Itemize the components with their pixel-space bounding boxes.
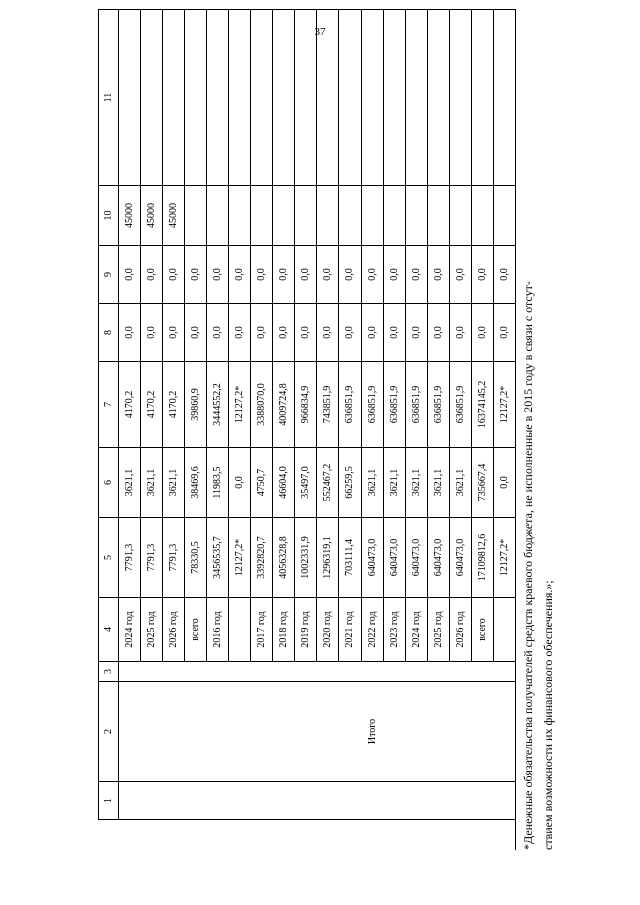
cell-c10 <box>207 186 229 246</box>
cell-year: 2018 год <box>273 598 295 662</box>
footnote-line-1: *Денежные обязательства получателей средств краевого бюджета, не исполненные в 2015 году в связи с отсут- <box>521 281 535 850</box>
cell-c8: 0,0 <box>471 304 493 362</box>
col-header-5: 5 <box>99 518 119 598</box>
cell-c8: 0,0 <box>427 304 449 362</box>
cell-c8: 0,0 <box>163 304 185 362</box>
cell-c8: 0,0 <box>383 304 405 362</box>
cell-c5: 1296319,1 <box>317 518 339 598</box>
cell-c11 <box>141 10 163 186</box>
cell-c7: 4009724,8 <box>273 362 295 448</box>
cell-c5: 1002331,9 <box>295 518 317 598</box>
cell-c6: 3621,1 <box>405 448 427 518</box>
cell-c10 <box>339 186 361 246</box>
cell-c9: 0,0 <box>229 246 251 304</box>
table-row <box>119 10 141 820</box>
footnote <box>518 10 558 850</box>
cell-c8: 0,0 <box>207 304 229 362</box>
cell-c5: 7791,3 <box>119 518 141 598</box>
cell-c5: 640473,0 <box>427 518 449 598</box>
col-header-6: 6 <box>99 448 119 518</box>
cell-c7: 16374145,2 <box>471 362 493 448</box>
col-header-8: 8 <box>99 304 119 362</box>
cell-year: 2026 год <box>163 598 185 662</box>
cell-year: 2021 год <box>339 598 361 662</box>
cell-c9: 0,0 <box>251 246 273 304</box>
cell-c10 <box>383 186 405 246</box>
cell-c5: 17109812,6 <box>471 518 493 598</box>
cell-year: 2016 год <box>207 598 229 662</box>
cell-c10 <box>295 186 317 246</box>
cell-c7: 636851,9 <box>361 362 383 448</box>
cell-year: 2023 год <box>383 598 405 662</box>
cell-c5: 640473,0 <box>405 518 427 598</box>
cell-c6: 3621,1 <box>449 448 471 518</box>
col-header-10: 10 <box>99 186 119 246</box>
cell-col3 <box>119 662 516 682</box>
cell-c7: 39860,9 <box>185 362 207 448</box>
cell-c11 <box>383 10 405 186</box>
cell-c6: 35497,0 <box>295 448 317 518</box>
cell-c10 <box>273 186 295 246</box>
cell-year: 2025 год <box>141 598 163 662</box>
cell-c5: 4056328,8 <box>273 518 295 598</box>
cell-c5: 3456535,7 <box>207 518 229 598</box>
cell-c9: 0,0 <box>273 246 295 304</box>
cell-c7: 743851,9 <box>317 362 339 448</box>
col-header-7: 7 <box>99 362 119 448</box>
cell-c6: 3621,1 <box>119 448 141 518</box>
cell-c5: 7791,3 <box>163 518 185 598</box>
cell-col2 <box>119 682 516 782</box>
cell-year: всего <box>185 598 207 662</box>
cell-c7: 12127,2* <box>493 362 515 448</box>
cell-c6: 66259,5 <box>339 448 361 518</box>
cell-c6: 0,0 <box>493 448 515 518</box>
cell-c9: 0,0 <box>185 246 207 304</box>
cell-c5: 640473,0 <box>383 518 405 598</box>
cell-c11 <box>361 10 383 186</box>
cell-c7: 3444552,2 <box>207 362 229 448</box>
cell-c9: 0,0 <box>383 246 405 304</box>
cell-c8: 0,0 <box>339 304 361 362</box>
cell-c7: 3388070,0 <box>251 362 273 448</box>
cell-c10 <box>185 186 207 246</box>
cell-c9: 0,0 <box>141 246 163 304</box>
cell-c8: 0,0 <box>493 304 515 362</box>
cell-year: 2017 год <box>251 598 273 662</box>
cell-c9: 0,0 <box>471 246 493 304</box>
cell-c6: 735667,4 <box>471 448 493 518</box>
cell-c7: 636851,9 <box>427 362 449 448</box>
cell-c7: 12127,2* <box>229 362 251 448</box>
cell-c8: 0,0 <box>449 304 471 362</box>
cell-c8: 0,0 <box>361 304 383 362</box>
cell-year: 2022 год <box>361 598 383 662</box>
cell-c6: 3621,1 <box>383 448 405 518</box>
cell-c5: 7791,3 <box>141 518 163 598</box>
cell-c5: 12127,2* <box>493 518 515 598</box>
cell-year: 2019 год <box>295 598 317 662</box>
cell-c11 <box>163 10 185 186</box>
cell-c5: 3392820,7 <box>251 518 273 598</box>
budget-table <box>98 9 516 820</box>
cell-year: всего <box>471 598 493 662</box>
cell-c9: 0,0 <box>427 246 449 304</box>
cell-c10: 45000 <box>141 186 163 246</box>
cell-c6: 3621,1 <box>427 448 449 518</box>
cell-c11 <box>427 10 449 186</box>
cell-c9: 0,0 <box>207 246 229 304</box>
cell-c9: 0,0 <box>449 246 471 304</box>
cell-c10 <box>361 186 383 246</box>
cell-c11 <box>317 10 339 186</box>
cell-c11 <box>449 10 471 186</box>
cell-c7: 966834,9 <box>295 362 317 448</box>
col-header-3: 3 <box>99 662 119 682</box>
footnote-rule <box>515 670 516 850</box>
cell-col1 <box>119 782 516 820</box>
col-header-2: 2 <box>99 682 119 782</box>
cell-c11 <box>207 10 229 186</box>
cell-c10 <box>229 186 251 246</box>
cell-c9: 0,0 <box>493 246 515 304</box>
cell-year: 2025 год <box>427 598 449 662</box>
col-header-9: 9 <box>99 246 119 304</box>
cell-c7: 4170,2 <box>163 362 185 448</box>
cell-c5: 640473,0 <box>361 518 383 598</box>
cell-c10 <box>427 186 449 246</box>
block-label-itogo: Итого <box>366 718 378 745</box>
rotated-page-content <box>98 10 558 860</box>
page-number: 37 <box>314 26 326 38</box>
cell-c11 <box>405 10 427 186</box>
cell-c6: 46604,0 <box>273 448 295 518</box>
col-header-11: 11 <box>99 10 119 186</box>
cell-c7: 4170,2 <box>119 362 141 448</box>
cell-c10: 45000 <box>163 186 185 246</box>
cell-c11 <box>185 10 207 186</box>
cell-c6: 4750,7 <box>251 448 273 518</box>
cell-c6: 3621,1 <box>141 448 163 518</box>
cell-year: 2024 год <box>405 598 427 662</box>
cell-c6: 3621,1 <box>361 448 383 518</box>
cell-c11 <box>229 10 251 186</box>
cell-c11 <box>251 10 273 186</box>
cell-c9: 0,0 <box>405 246 427 304</box>
cell-year <box>493 598 515 662</box>
cell-c7: 636851,9 <box>405 362 427 448</box>
cell-c7: 636851,9 <box>339 362 361 448</box>
table-body <box>119 10 516 820</box>
cell-c5: 78330,5 <box>185 518 207 598</box>
cell-year: 2024 год <box>119 598 141 662</box>
cell-c6: 552467,2 <box>317 448 339 518</box>
cell-c5: 640473,0 <box>449 518 471 598</box>
cell-c6: 3621,1 <box>163 448 185 518</box>
cell-c10 <box>405 186 427 246</box>
cell-c8: 0,0 <box>405 304 427 362</box>
cell-c8: 0,0 <box>295 304 317 362</box>
col-header-1: 1 <box>99 782 119 820</box>
cell-c10 <box>449 186 471 246</box>
cell-c8: 0,0 <box>141 304 163 362</box>
cell-c8: 0,0 <box>185 304 207 362</box>
cell-c7: 4170,2 <box>141 362 163 448</box>
cell-c5: 12127,2* <box>229 518 251 598</box>
cell-c9: 0,0 <box>295 246 317 304</box>
footnote-line-2: ствием возможности их финансового обеспечения.»; <box>541 580 555 850</box>
cell-c8: 0,0 <box>229 304 251 362</box>
cell-c11 <box>493 10 515 186</box>
cell-c11 <box>471 10 493 186</box>
cell-c9: 0,0 <box>361 246 383 304</box>
cell-c11 <box>119 10 141 186</box>
cell-year: 2020 год <box>317 598 339 662</box>
cell-c11 <box>295 10 317 186</box>
cell-c9: 0,0 <box>339 246 361 304</box>
cell-year <box>229 598 251 662</box>
cell-c10: 45000 <box>119 186 141 246</box>
cell-c10 <box>493 186 515 246</box>
cell-c10 <box>471 186 493 246</box>
cell-year: 2026 год <box>449 598 471 662</box>
cell-c8: 0,0 <box>119 304 141 362</box>
cell-c9: 0,0 <box>119 246 141 304</box>
cell-c6: 38469,6 <box>185 448 207 518</box>
cell-c11 <box>339 10 361 186</box>
cell-c7: 636851,9 <box>383 362 405 448</box>
cell-c6: 0,0 <box>229 448 251 518</box>
header-row <box>99 10 119 820</box>
cell-c8: 0,0 <box>317 304 339 362</box>
cell-c8: 0,0 <box>251 304 273 362</box>
cell-c9: 0,0 <box>163 246 185 304</box>
cell-c10 <box>251 186 273 246</box>
cell-c6: 11983,5 <box>207 448 229 518</box>
cell-c7: 636851,9 <box>449 362 471 448</box>
cell-c8: 0,0 <box>273 304 295 362</box>
cell-c9: 0,0 <box>317 246 339 304</box>
cell-c11 <box>273 10 295 186</box>
cell-c10 <box>317 186 339 246</box>
col-header-4: 4 <box>99 598 119 662</box>
cell-c5: 703111,4 <box>339 518 361 598</box>
